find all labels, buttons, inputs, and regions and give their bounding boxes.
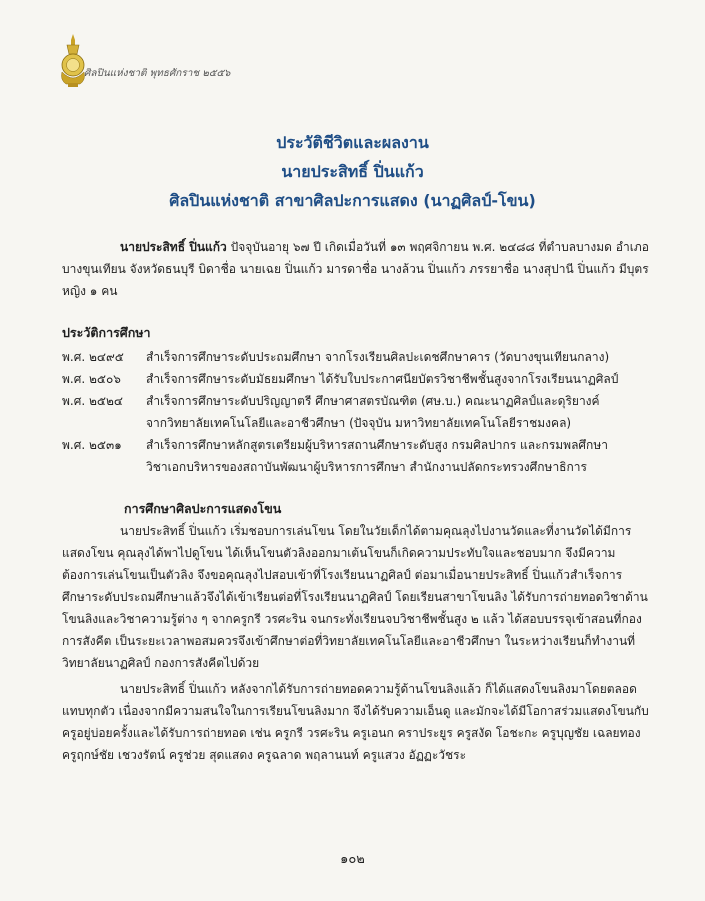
education-detail-line: สำเร็จการศึกษาระดับปริญญาตรี ศึกษาศาสตรบัณฑิต (ศษ.บ.) คณะนาฏศิลป์และดุริยางค์ (146, 394, 600, 408)
education-year: พ.ศ. ๒๕๒๔ (62, 394, 123, 408)
title-line-1: ประวัติชีวิตและผลงาน (276, 133, 429, 152)
education-item (62, 434, 650, 478)
intro-paragraph (62, 236, 650, 302)
education-detail-line: สำเร็จการศึกษาหลักสูตรเตรียมผู้บริหารสถานศึกษาระดับสูง กรมศิลปากร และกรมพลศึกษา (146, 438, 608, 452)
khon-paragraph-2: นายประสิทธิ์ ปิ่นแก้ว หลังจากได้รับการถ่ายทอดความรู้ด้านโขนลิงแล้ว ก็ได้แสดงโขนลิงมาโดยตลอดแทบทุกตัว เนื่องจากมีความสนใจในการเรียนโขนลิงมาก จึงได้รับความเอ็นดู และมักจะได้มีโอกาสร่วมแสดงโขนกับครูอยู่บ่อยครั้งและได้รับการถ่ายทอด เช่น ครูกรี วรศะริน ครูเอนก คราประยูร ครูสงัด โอชะกะ ครูบุญชัย เฉลยทอง ครูฤกษ์ชัย เชวงรัตน์ ครูช่วย สุดแสดง ครูฉลาด พฤลานนท์ ครูแสวง อัฏฏะวัชระ (62, 682, 649, 762)
title-line-2: นายประสิทธิ์ ปิ่นแก้ว (281, 162, 424, 181)
education-detail (146, 390, 650, 434)
khon-training-heading: การศึกษาศิลปะการแสดงโขน (124, 501, 282, 516)
intro-text: ปัจจุบันอายุ ๖๗ ปี เกิดเมื่อวันที่ ๑๓ พฤศจิกายน พ.ศ. ๒๔๘๘ ที่ตำบลบางมด อำเภอบางขุนเทียน จังหวัดธนบุรี บิดาชื่อ นายเฉย ปิ่นแก้ว มารดาชื่อ นางล้วน ปิ่นแก้ว ภรรยาชื่อ นางสุปานี ปิ่นแก้ว มีบุตรหญิง ๑ คน (62, 240, 649, 298)
title-line-3: ศิลปินแห่งชาติ สาขาศิลปะการแสดง (นาฏศิลป์-โขน) (169, 191, 536, 210)
education-detail-line: วิชาเอกบริหารของสถาบันพัฒนาผู้บริหารการศึกษา สำนักงานปลัดกระทรวงศึกษาธิการ (146, 460, 587, 474)
education-detail (146, 368, 650, 390)
education-year: พ.ศ. ๒๕๐๖ (62, 372, 121, 386)
title-block (0, 128, 705, 215)
education-detail (146, 434, 650, 478)
education-detail (146, 346, 650, 368)
education-list (62, 346, 650, 478)
intro-name: นายประสิทธิ์ ปิ่นแก้ว (120, 240, 227, 254)
education-heading: ประวัติการศึกษา (62, 325, 151, 340)
education-year: พ.ศ. ๒๔๙๕ (62, 350, 124, 364)
education-item (62, 346, 650, 368)
education-detail-line: สำเร็จการศึกษาระดับมัธยมศึกษา ได้รับใบประกาศนียบัตรวิชาชีพชั้นสูงจากโรงเรียนนาฏศิลป์ (146, 372, 619, 386)
education-item (62, 390, 650, 434)
page-number: ๑๐๒ (340, 852, 365, 867)
education-detail-line: สำเร็จการศึกษาระดับประถมศึกษา จากโรงเรียนศิลปะเดชศึกษาคาร (วัดบางขุนเทียนกลาง) (146, 350, 610, 364)
education-item (62, 368, 650, 390)
header-caption: ศิลปินแห่งชาติ พุทธศักราช ๒๕๕๖ (84, 68, 231, 79)
education-detail-line: จากวิทยาลัยเทคโนโลยีและอาชีวศึกษา (ปัจจุบัน มหาวิทยาลัยเทคโนโลยีราชมงคล) (146, 416, 572, 430)
khon-paragraph-1: นายประสิทธิ์ ปิ่นแก้ว เริ่มชอบการเล่นโขน โดยในวัยเด็กได้ตามคุณลุงไปงานวัดและที่งานวัดได้มีการแสดงโขน คุณลุงได้พาไปดูโขน ได้เห็นโขนตัวลิงออกมาเต้นโขนก็เกิดความประทับใจและชอบมาก จึงมีความต้องการเล่นโขนเป็นตัวลิง จึงขอคุณลุงไปสอบเข้าที่โรงเรียนนาฏศิลป์ ต่อมาเมื่อนายประสิทธิ์ ปิ่นแก้วสำเร็จการศึกษาระดับประถมศึกษาแล้วจึงได้เข้าเรียนต่อที่โรงเรียนนาฏศิลป์ โดยเรียนสาขาโขนลิง ได้รับการถ่ายทอดวิชาด้านโขนลิงและวิชาความรู้ต่าง ๆ จากครูกรี วรศะริน จนกระทั่งเรียนจบวิชาชีพชั้นสูง ๒ แล้ว ได้สอบบรรจุเข้าสอนที่กองการสังคีต เป็นระยะเวลาพอสมควรจึงเข้าศึกษาต่อที่วิทยาลัยเทคโนโลยีและอาชีวศึกษา ในระหว่างเรียนก็ทำงานที่วิทยาลัยนาฏศิลป์ กองการสังคีตไปด้วย (62, 524, 648, 670)
education-year: พ.ศ. ๒๕๓๑ (62, 438, 122, 452)
document-body (62, 236, 650, 766)
